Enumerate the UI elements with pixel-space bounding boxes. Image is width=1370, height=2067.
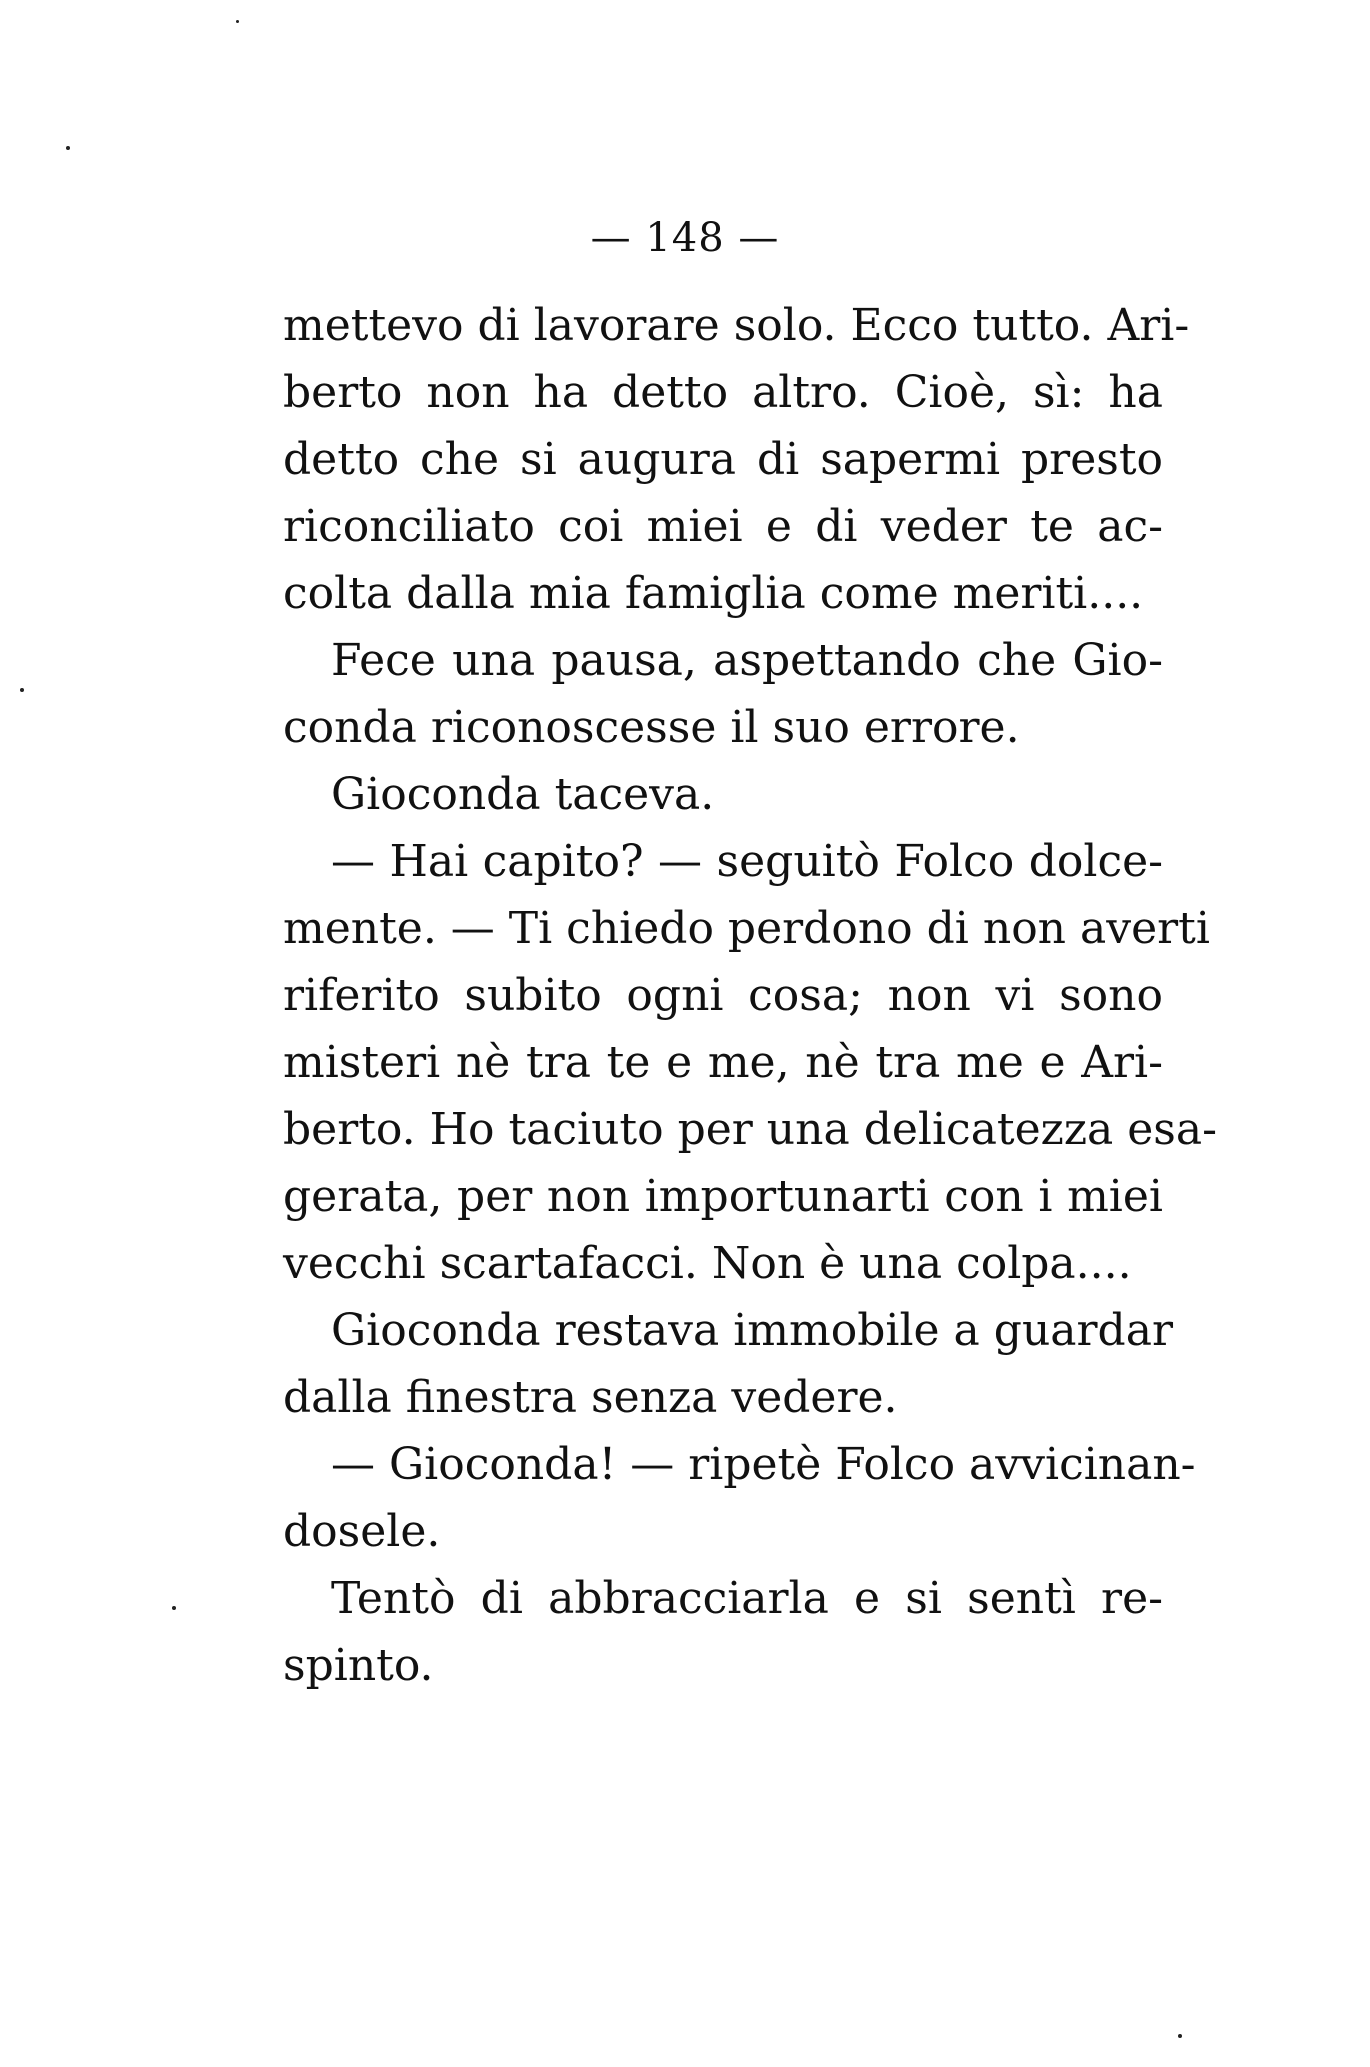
body-text bbox=[283, 292, 1217, 1699]
scan-speck bbox=[20, 688, 24, 692]
text-line: riconciliato coi miei e di veder te ac- bbox=[283, 501, 1163, 552]
scan-speck bbox=[172, 1606, 176, 1610]
text-line: detto che si augura di sapermi presto bbox=[283, 434, 1163, 485]
text-line: berto non ha detto altro. Cioè, sì: ha bbox=[283, 367, 1163, 418]
text-line: Tentò di abbracciarla e si sentì re- bbox=[331, 1573, 1163, 1624]
text-line: berto. Ho taciuto per una delicatezza esa- bbox=[283, 1104, 1217, 1155]
text-line: vecchi scartafacci. Non è una colpa.... bbox=[283, 1238, 1132, 1289]
text-line: dosele. bbox=[283, 1506, 441, 1557]
scan-speck bbox=[1178, 2034, 1182, 2038]
scan-speck bbox=[66, 146, 70, 150]
text-line: mettevo di lavorare solo. Ecco tutto. Ari- bbox=[283, 300, 1190, 351]
text-line: colta dalla mia famiglia come meriti.... bbox=[283, 568, 1144, 619]
text-line: dalla finestra senza vedere. bbox=[283, 1372, 898, 1423]
text-line: misteri nè tra te e me, nè tra me e Ari- bbox=[283, 1037, 1163, 1088]
text-line: Gioconda restava immobile a guardar bbox=[331, 1305, 1173, 1356]
text-line: — Hai capito? — seguitò Folco dolce- bbox=[331, 836, 1163, 887]
page-number: — 148 — bbox=[590, 215, 780, 261]
text-line: gerata, per non importunarti con i miei bbox=[283, 1171, 1163, 1222]
text-line: conda riconoscesse il suo errore. bbox=[283, 702, 1020, 753]
text-line: spinto. bbox=[283, 1640, 434, 1691]
text-line: riferito subito ogni cosa; non vi sono bbox=[283, 970, 1163, 1021]
text-line: Fece una pausa, aspettando che Gio- bbox=[331, 635, 1163, 686]
text-line: mente. — Ti chiedo perdono di non averti bbox=[283, 903, 1210, 954]
text-line: — Gioconda! — ripetè Folco avvicinan- bbox=[331, 1439, 1196, 1490]
text-line: Gioconda taceva. bbox=[331, 769, 715, 820]
scan-speck bbox=[236, 20, 239, 23]
